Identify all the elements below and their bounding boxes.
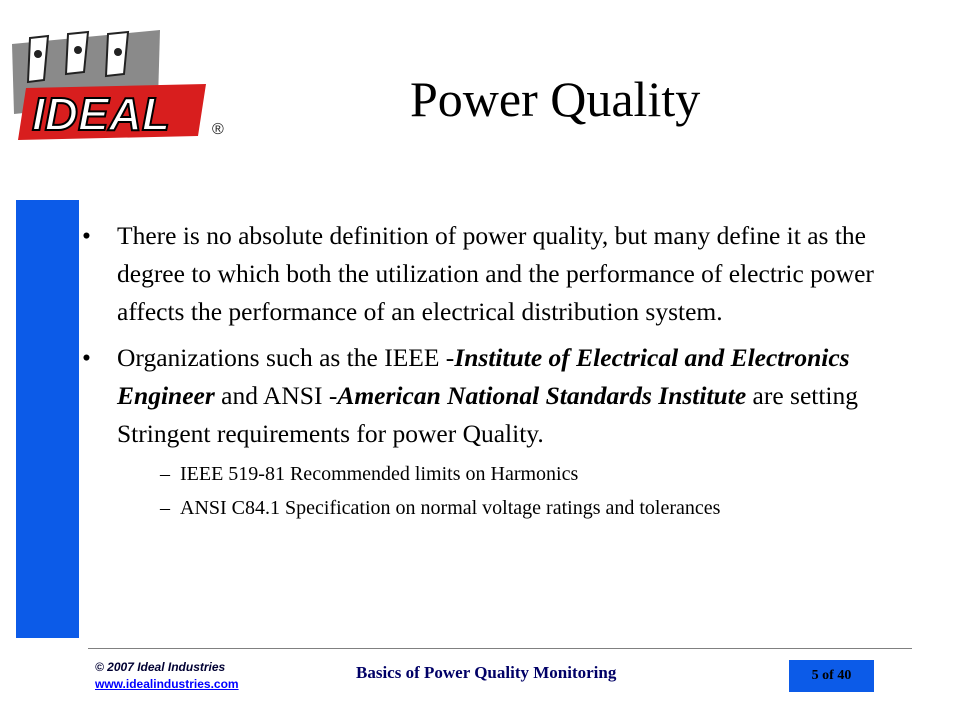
slide-body [82, 217, 902, 521]
sub-item-text: IEEE 519-81 Recommended limits on Harmonics [180, 463, 579, 485]
svg-text:®: ® [212, 121, 224, 138]
page-number-badge [789, 660, 874, 692]
bullet-item [82, 217, 902, 331]
sub-item [160, 495, 902, 521]
accent-bar [16, 200, 79, 638]
sub-item-text: ANSI C84.1 Specification on normal voltage ratings and tolerances [180, 497, 721, 519]
bullet-marker: • [82, 221, 91, 250]
footer-website-link[interactable]: www.idealindustries.com [95, 677, 239, 691]
footer-divider [88, 648, 912, 649]
sub-item-marker: – [160, 463, 170, 485]
footer-title: Basics of Power Quality Monitoring [356, 663, 617, 682]
page-number: 5 of 40 [811, 668, 852, 683]
sub-item-marker: – [160, 497, 170, 519]
bullet-text: Organizations such as the IEEE -Institute of Electrical and Electronics Engineer and ANSI -American National Standards Institute are setting Stringent requirements for power Quality. [117, 343, 859, 448]
bullet-item [82, 339, 902, 453]
sub-item [160, 461, 902, 487]
slide-title: Power Quality [410, 71, 701, 127]
bullet-text: There is no absolute definition of power quality, but many define it as the degree to which both the utilization and the performance of electric power affects the performance of an electrical distribution system. [117, 221, 874, 326]
footer-copyright: © 2007 Ideal Industries [95, 660, 226, 674]
ideal-logo [8, 28, 248, 148]
bullet-marker: • [82, 343, 91, 372]
logo-text: IDEAL [32, 88, 170, 140]
